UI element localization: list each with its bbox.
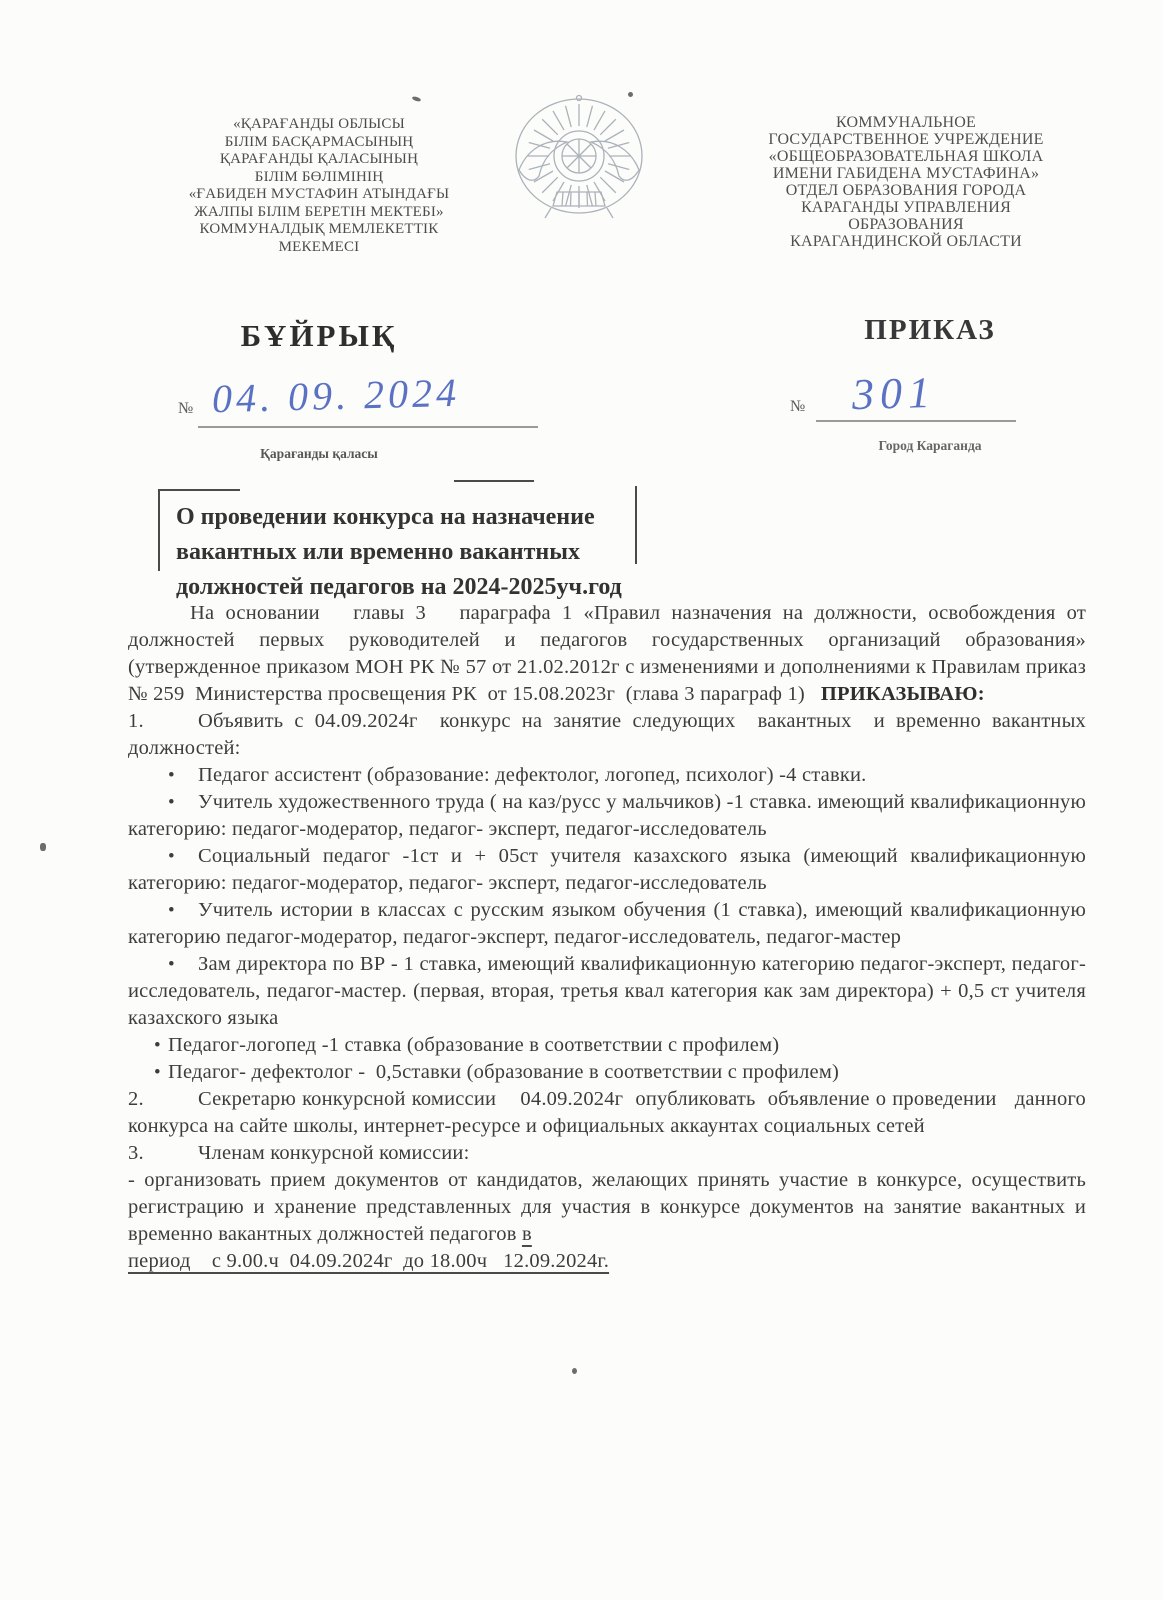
handwritten-date: 04. 09. 2024 [211,369,461,422]
subject-frame-line [454,480,534,482]
bullet-icon: • [168,765,175,786]
bullet-icon: • [168,954,175,975]
subject-frame-line [158,489,240,491]
bullet-text: Педагог-логопед -1 ставка (образование в соответствии с профилем) [168,1034,780,1056]
vacancy-bullet [128,843,1086,897]
bullet-icon: • [168,792,175,813]
item-text: Членам конкурсной комиссии: [198,1142,470,1164]
vacancy-bullet [128,789,1086,843]
bullet-text: Педагог ассистент (образование: дефектолог, логопед, психолог) -4 ставки. [198,764,867,786]
subject-line: О проведении конкурса на назначение [176,504,595,530]
number-sign-right: № [790,398,806,415]
scan-speck [572,1368,577,1374]
org-line: ОБРАЗОВАНИЯ [848,216,964,233]
org-name-kazakh [126,116,512,256]
vacancy-bullet [128,1032,1086,1059]
handwritten-order-number: 301 [851,367,937,420]
place-russian: Город Караганда [878,438,982,453]
org-line: «ҚАРАҒАНДЫ ОБЛЫСЫ [233,116,405,132]
item-text: Объявить с 04.09.2024г конкурс на занятие следующих вакантных и временно вакантных должностей: [128,710,1086,759]
intro-paragraph [128,600,1086,708]
dash-text: - организовать прием документов от кандидатов, желающих принять участие в конкурсе, осуществить регистрацию и хранение представленных для участия в конкурсе документов на занятие вакантных и временно вакантных должностей педагогов [128,1169,1086,1245]
subject-line: вакантных или временно вакантных [176,539,580,565]
org-line: БІЛІМ БӨЛІМІНІҢ [254,168,384,185]
org-name-russian [736,114,1076,250]
org-line: МЕКЕМЕСІ [278,238,360,255]
number-underline [816,420,1016,422]
org-line: «ОБЩЕОБРАЗОВАТЕЛЬНАЯ ШКОЛА [768,148,1044,165]
item-2 [128,1086,1086,1140]
bullet-text: Зам директора по ВР - 1 ставка, имеющий квалификационную категорию педагог-эксперт, педагог- исследователь, педагог-мастер. (первая, вторая, третья квал категория как зам директора) + 0,5 ст учителя казахского языка [128,953,1086,1029]
item-3 [128,1140,1086,1167]
org-line: ҚАРАҒАНДЫ ҚАЛАСЫНЫҢ [219,151,419,167]
org-line: КАРАГАНДИНСКОЙ ОБЛАСТИ [790,233,1022,250]
org-line: ОТДЕЛ ОБРАЗОВАНИЯ ГОРОДА [785,182,1027,199]
org-line: «ҒАБИДЕН МУСТАФИН АТЫНДАҒЫ [188,186,450,202]
number-sign-left: № [178,400,194,417]
scan-speck [40,843,46,851]
deadline-underlined-text: период с 9.00.ч 04.09.2024г до 18.00ч 12.09.2024г. [128,1250,610,1272]
underlined-word: в [521,1223,532,1245]
place-kazakh: Қарағанды қаласы [260,446,378,461]
subject-box [158,480,638,610]
order-heading-russian: ПРИКАЗ [864,314,996,346]
item-text: Секретарю конкурсной комиссии 04.09.2024г опубликовать объявление о проведении данного конкурса на сайте школы, интернет-ресурсе и официальных аккаунтах социальных сетей [128,1088,1086,1137]
subject-title [176,500,796,605]
vacancy-bullet [128,897,1086,951]
item-number: 2. [128,1088,144,1110]
org-line: ГОСУДАРСТВЕННОЕ УЧРЕЖДЕНИЕ [768,131,1044,148]
org-line: КОММУНАЛДЫҚ МЕМЛЕКЕТТІК [199,221,439,237]
bullet-icon: • [168,846,175,867]
scan-speck [412,96,422,103]
order-heading-kazakh: БҰЙРЫҚ [240,318,398,353]
vacancy-bullet [128,1059,1086,1086]
bullet-icon: • [168,900,175,921]
item-number: 3. [128,1142,144,1164]
bullet-icon: • [154,1062,161,1083]
bullet-text: Педагог- дефектолог - 0,5ставки (образование в соответствии с профилем) [168,1061,840,1083]
bullet-text: Учитель истории в классах с русским языком обучения (1 ставка), имеющий квалификационную категорию педагог-модератор, педагог-эксперт, педагог-исследователь, педагог-мастер [128,899,1086,948]
order-body [128,600,1086,1275]
org-line: ЖАЛПЫ БІЛІМ БЕРЕТІН МЕКТЕБІ» [194,203,444,220]
resolve-word: ПРИКАЗЫВАЮ: [820,683,985,705]
vacancy-bullet [128,762,1086,789]
item-1 [128,708,1086,762]
bullet-icon: • [154,1035,161,1056]
item-number: 1. [128,710,144,732]
scan-speck [628,92,633,97]
org-line: БІЛІМ БАСҚАРМАСЫНЫҢ [224,133,414,150]
org-line: ИМЕНИ ГАБИДЕНА МУСТАФИНА» [772,165,1040,182]
org-line: КОММУНАЛЬНОЕ [835,114,977,131]
deadline-line [128,1248,1086,1275]
date-underline [198,426,538,428]
dash-subitem [128,1167,1086,1248]
bullet-text: Социальный педагог -1ст и + 05ст учителя казахского языка (имеющий квалификационную категорию: педагог-модератор, педагог- эксперт, педагог-исследователь [128,845,1086,894]
vacancy-bullet [128,951,1086,1032]
org-line: КАРАГАНДЫ УПРАВЛЕНИЯ [801,199,1011,216]
kazakhstan-coat-of-arms-icon [505,92,653,236]
subject-line: должностей педагогов на 2024-2025уч.год [176,574,622,600]
intro-text: На основании главы 3 параграфа 1 «Правил назначения на должности, освобождения от должностей первых руководителей и педагогов государственных организаций образования» (утвержденное приказом МОН РК № 57 от 21.02.2012г с изменениями и дополнениями к Правилам приказ № 259 Министерства просвещения РК от 15.08.2023г (глава 3 параграф 1) [128,602,1086,705]
bullet-text: Учитель художественного труда ( на каз/русс у мальчиков) -1 ставка. имеющий квалификационную категорию: педагог-модератор, педагог- эксперт, педагог-исследователь [128,791,1086,840]
subject-frame-line [158,489,160,571]
